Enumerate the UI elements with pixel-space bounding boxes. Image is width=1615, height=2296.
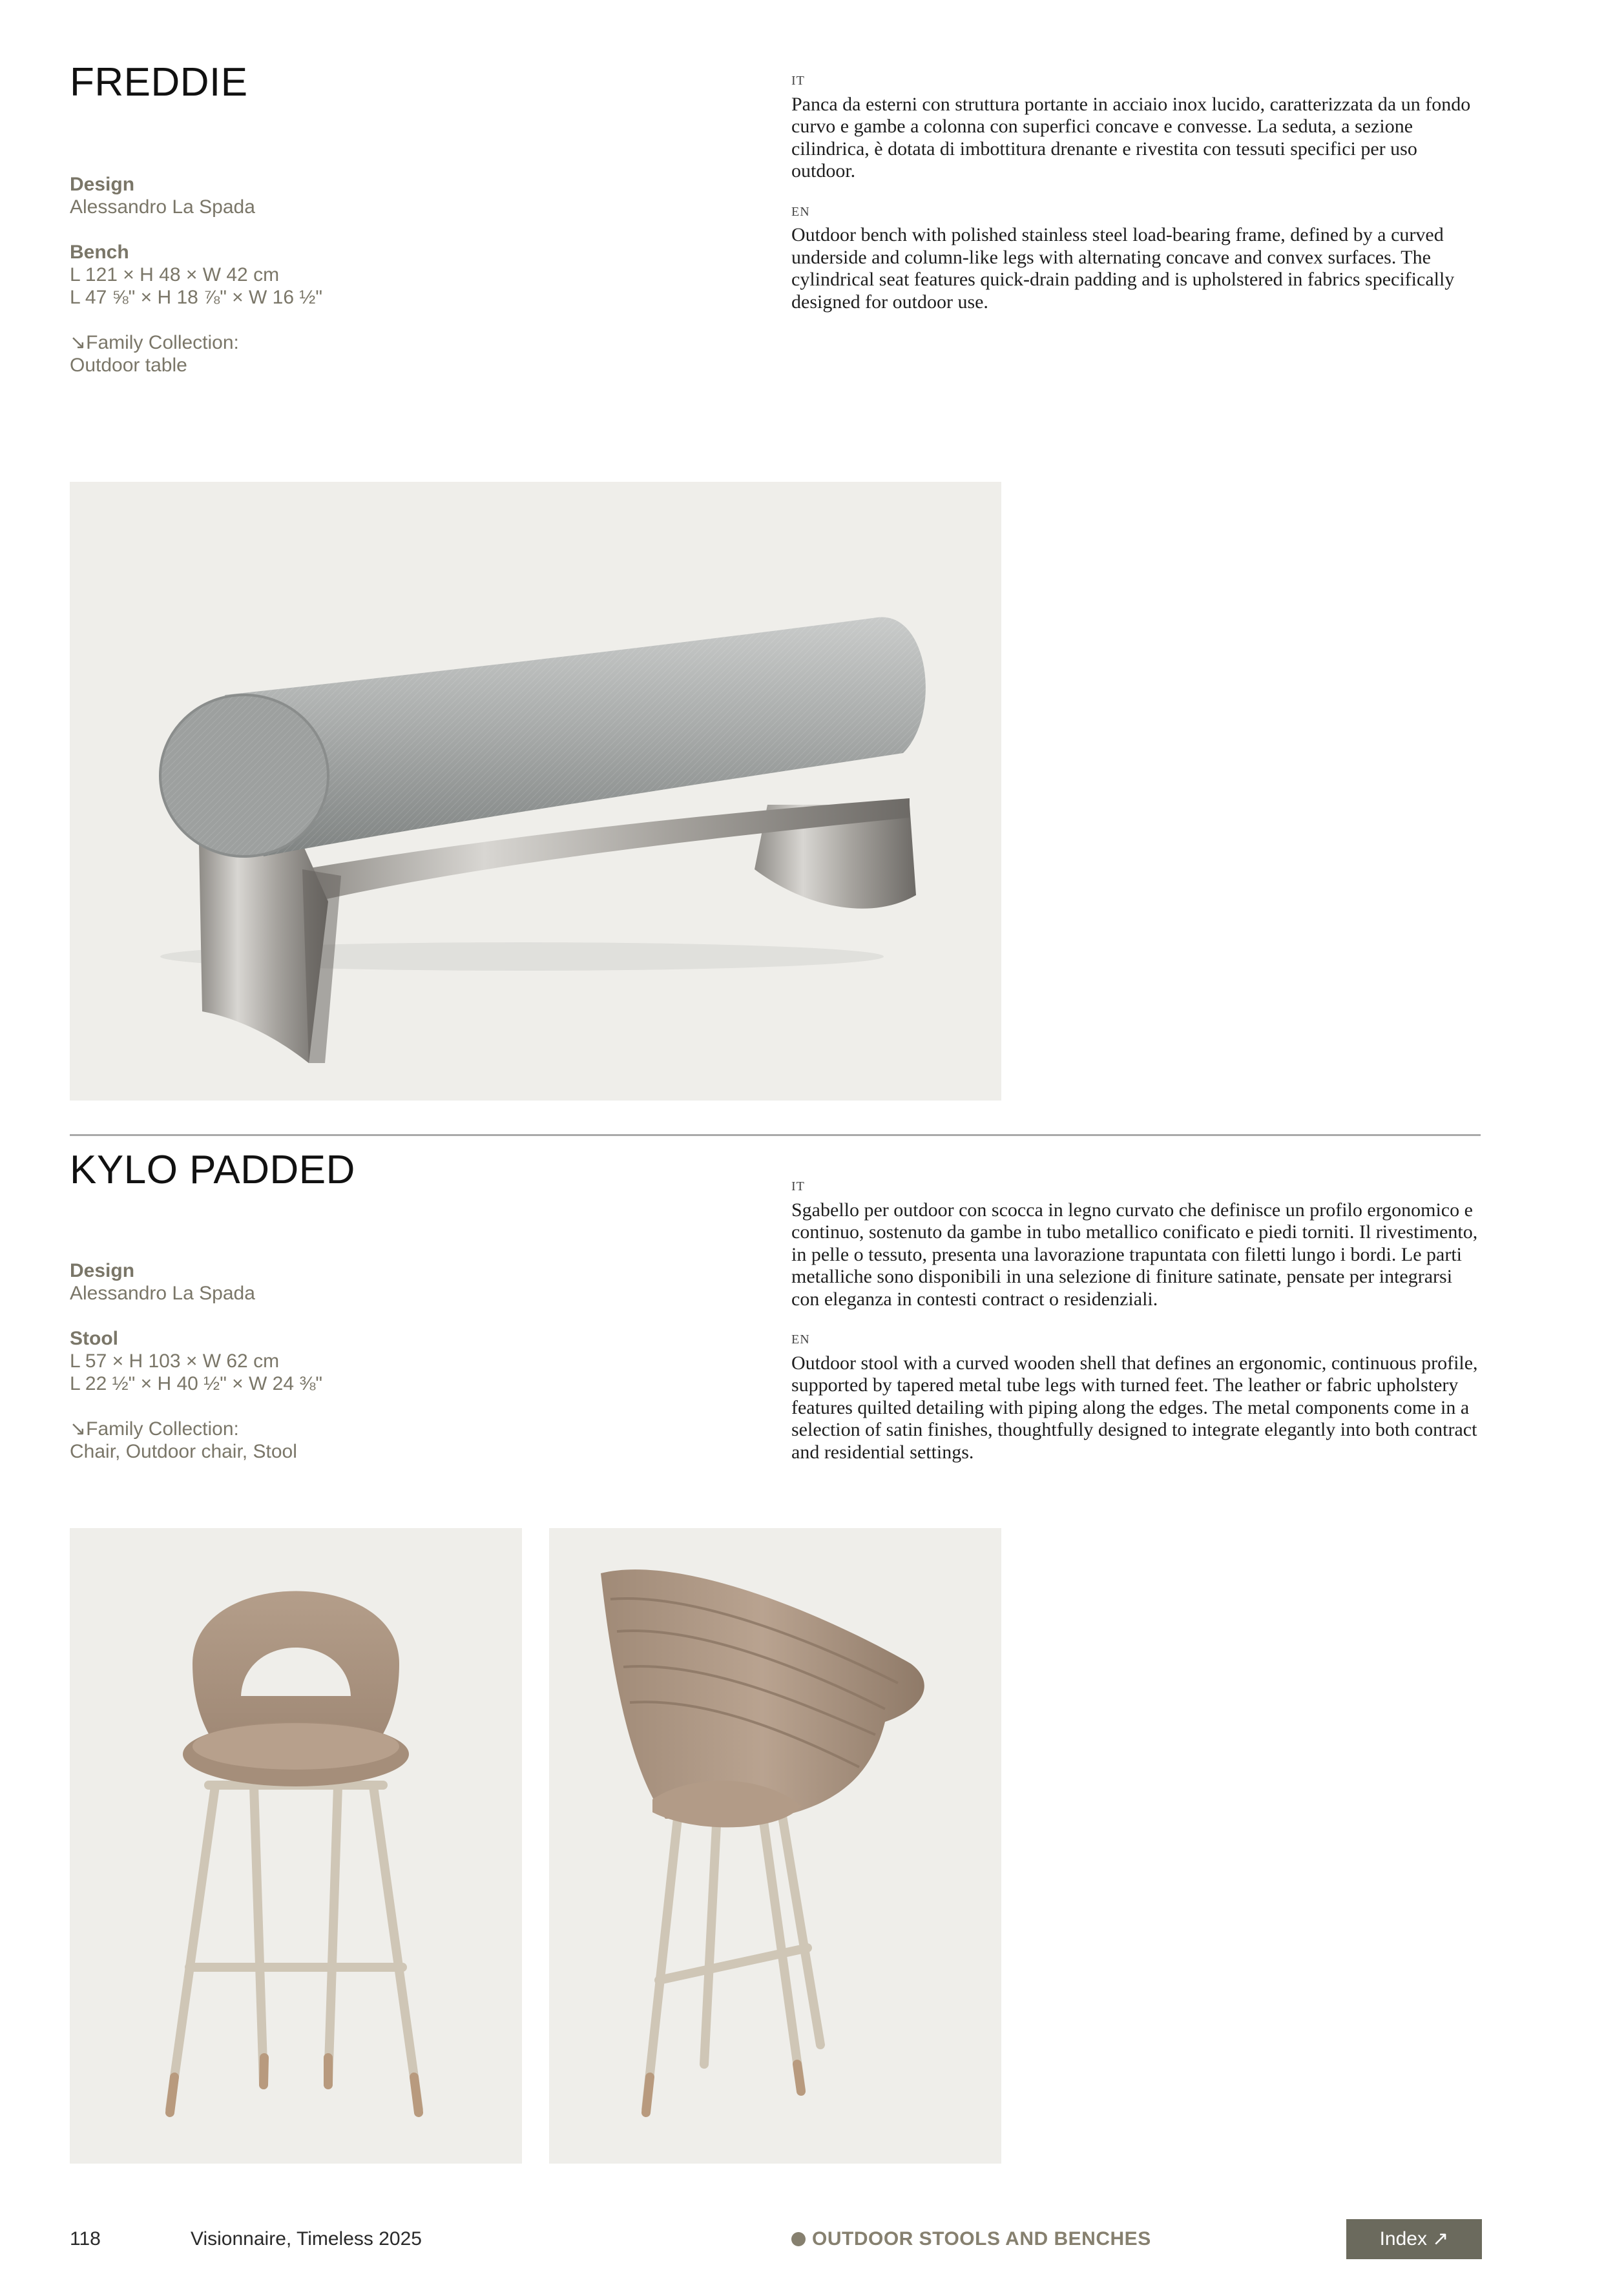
- lang-en-label: EN: [791, 204, 810, 219]
- description-en: Outdoor stool with a curved wooden shell that defines an ergonomic, continuous profile, supported by tapered metal tube legs with turned feet. The leather or fabric upholstery features quilted detailing with piping along the edges. The metal components come in a selection of satin finishes, thoughtfully designed to integrate elegantly into both contract and residential settings.: [791, 1352, 1478, 1463]
- stool-side-photo: [549, 1528, 1001, 2164]
- stool-front-illustration: [70, 1528, 522, 2164]
- designer-name: Alessandro La Spada: [70, 196, 255, 218]
- description-it: Sgabello per outdoor con scocca in legno curvato che definisce un profilo ergonomico e continuo, sostenuto da gambe in tubo metallico conificato e piedi torniti. Il rivestimento, in pelle o tessuto, presenta una lavorazione trapuntata con filetti lungo i bordi. Le parti metalliche sono disponibili in una selezione di finiture satinate, pensate per integrarsi con eleganza in contesti contract o residenziali.: [791, 1199, 1478, 1310]
- product-description-kylo-padded: [791, 1175, 1483, 1482]
- bench-photo: [70, 482, 1001, 1101]
- stool-front-photo: [70, 1528, 522, 2164]
- family-collection-value[interactable]: Outdoor table: [70, 355, 187, 376]
- description-it: Panca da esterni con struttura portante in acciaio inox lucido, caratterizzata da un fondo curvo e gambe a colonna con superfici concave e convesse. La seduta, a sezione cilindrica, è dotata di imbottitura drenante e rivestita con tessuti specifici per uso outdoor.: [791, 93, 1471, 181]
- publication-title: Visionnaire, Timeless 2025: [191, 2228, 422, 2249]
- product-meta-kylo-padded: [70, 1259, 651, 1485]
- lang-en-label: EN: [791, 1332, 810, 1347]
- description-en: Outdoor bench with polished stainless steel load-bearing frame, defined by a curved underside and column-like legs with alternating concave and convex surfaces. The cylindrical seat features quick-drain padding and is upholstered in fabrics specifically designed for outdoor use.: [791, 224, 1455, 313]
- dimensions-in: L 47 ⅝" × H 18 ⅞" × W 16 ½": [70, 287, 323, 308]
- designer-name: Alessandro La Spada: [70, 1283, 255, 1304]
- family-collection-link[interactable]: ↘Family Collection:: [70, 1418, 239, 1440]
- lang-it-label: IT: [791, 1179, 805, 1194]
- product-meta-freddie: [70, 173, 651, 399]
- dimensions-in: L 22 ½" × H 40 ½" × W 24 ⅜": [70, 1373, 323, 1394]
- product-description-freddie: [791, 70, 1483, 331]
- section-name: OUTDOOR STOOLS AND BENCHES: [812, 2228, 1151, 2249]
- product-title-kylo-padded: KYLO PADDED: [70, 1148, 355, 1192]
- family-collection-link[interactable]: ↘Family Collection:: [70, 332, 239, 353]
- section-label: [791, 2228, 1151, 2250]
- design-label: Design: [70, 174, 135, 195]
- product-title-freddie: FREDDIE: [70, 60, 248, 105]
- design-label: Design: [70, 1260, 135, 1281]
- stool-side-illustration: [549, 1528, 1001, 2164]
- family-collection-value[interactable]: Chair, Outdoor chair, Stool: [70, 1441, 297, 1462]
- index-button[interactable]: Index ↗: [1346, 2219, 1482, 2259]
- product-type: Stool: [70, 1328, 118, 1349]
- dimensions-cm: L 121 × H 48 × W 42 cm: [70, 264, 280, 285]
- section-divider: [70, 1134, 1481, 1136]
- page-number: 118: [70, 2228, 101, 2249]
- bench-illustration: [70, 482, 1001, 1101]
- section-dot-icon: [791, 2232, 806, 2246]
- dimensions-cm: L 57 × H 103 × W 62 cm: [70, 1350, 280, 1372]
- product-type: Bench: [70, 242, 129, 263]
- lang-it-label: IT: [791, 74, 805, 88]
